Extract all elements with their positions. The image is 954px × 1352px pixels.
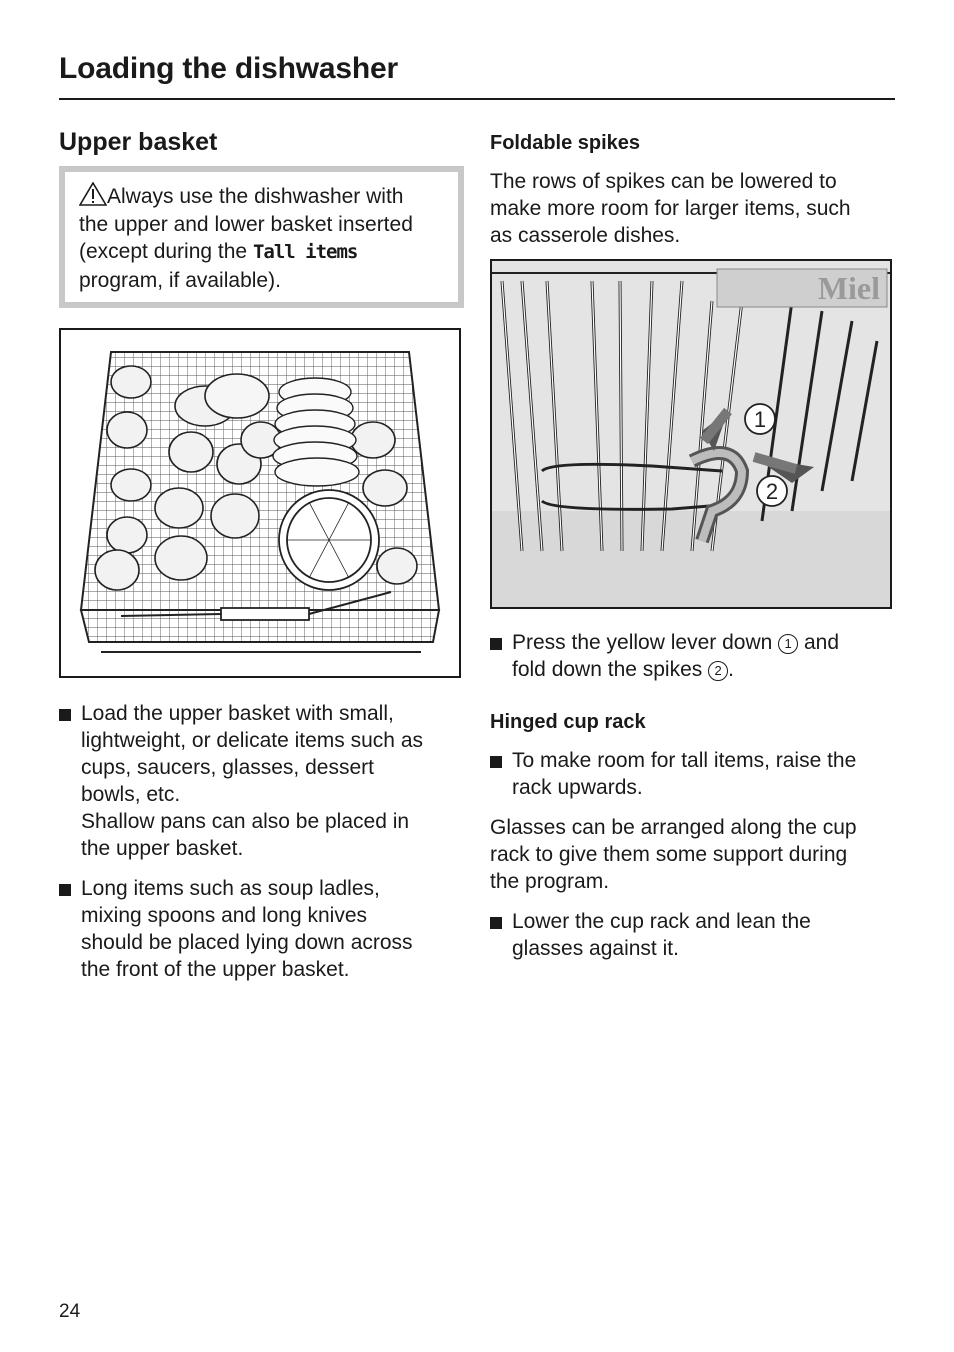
list-item: Press the yellow lever down 1 and fold down the spikes 2 . <box>490 629 900 683</box>
program-name-tall-items: Tall items <box>252 241 358 263</box>
foldable-spikes-drawing <box>492 261 890 607</box>
miele-logo-text: Miel <box>817 270 880 306</box>
hinged-cup-rack-text: Glasses can be arranged along the cup rack to give them some support during the program. <box>490 816 857 893</box>
page-title: Loading the dishwasher <box>59 52 398 85</box>
subheading-foldable-spikes: Foldable spikes <box>490 132 641 154</box>
upper-basket-drawing <box>61 330 459 676</box>
bullet-marker <box>490 756 502 768</box>
list-item: Load the upper basket with small, lightweight, or delicate items such as cups, saucers, glasses, dessert bowls, etc. Shallow pans can also be placed in the upper basket. <box>59 700 464 862</box>
warning-line: the upper and lower basket inserted <box>79 212 413 236</box>
warning-line: (except during the <box>79 240 253 263</box>
bullet-marker <box>490 638 502 650</box>
subheading-hinged-cup-rack: Hinged cup rack <box>490 711 646 733</box>
callout-marker-1: 1 <box>778 634 798 654</box>
hinged-cup-rack-bullets <box>490 747 900 801</box>
foldable-spikes-bullets <box>490 629 900 683</box>
warning-line: program, if available). <box>79 268 281 292</box>
list-item: Lower the cup rack and lean the glasses against it. <box>490 908 900 962</box>
warning-box <box>59 166 464 308</box>
bullet-marker <box>59 709 71 721</box>
callout-marker-2: 2 <box>708 661 728 681</box>
foldable-spikes-text: The rows of spikes can be lowered to make more room for larger items, such as casserole dishes. <box>490 170 851 247</box>
title-divider <box>59 98 895 100</box>
warning-line: Always use the dishwasher with <box>107 185 404 208</box>
callout-2-number: 2 <box>765 479 779 504</box>
list-item: Long items such as soup ladles, mixing spoons and long knives should be placed lying down across the front of the upper basket. <box>59 875 464 983</box>
bullet-marker <box>490 917 502 929</box>
hinged-cup-rack-bullets-2 <box>490 908 900 962</box>
warning-triangle-icon <box>79 182 107 206</box>
upper-basket-illustration <box>59 328 461 678</box>
section-title-upper-basket: Upper basket <box>59 128 218 156</box>
page-number: 24 <box>59 1301 81 1322</box>
bullet-marker <box>59 884 71 896</box>
foldable-spikes-illustration <box>490 259 892 609</box>
left-column <box>59 124 464 983</box>
list-item: To make room for tall items, raise the rack upwards. <box>490 747 900 801</box>
upper-basket-bullets <box>59 700 464 983</box>
right-column <box>490 128 900 962</box>
callout-1-number: 1 <box>753 407 767 432</box>
